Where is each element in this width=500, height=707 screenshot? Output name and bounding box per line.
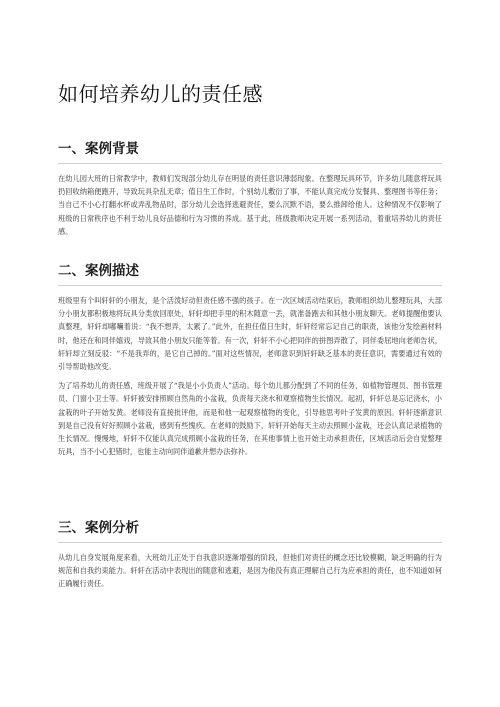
section-description (58, 259, 442, 458)
section-paragraph: 从幼儿自身发展角度来看，大班幼儿正处于自我意识逐渐增强的阶段，但他们对责任的概念还比较模糊，缺乏明确的行为规范和自我约束能力。轩轩在活动中表现出的随意和逃避，是因为他没有真正理解自己行为应承担的责任，也不知道如何正确履行责任。 (58, 553, 442, 589)
section-paragraph: 在幼儿园大班的日常教学中，教师们发现部分幼儿存在明显的责任意识薄弱现象。在整理玩具环节，许多幼儿随意将玩具扔回收纳箱便跑开，导致玩具杂乱无章；值日生工作时，个别幼儿敷衍了事，不能认真完成分发餐具、整理图书等任务；当自己不小心打翻水杯或弄乱物品时，部分幼儿会选择逃避责任，要么沉默不语，要么推卸给他人。这种情况不仅影响了班级的日常秩序也不利于幼儿良好品德和行为习惯的养成。基于此，班级教师决定开展一系列活动，着重培养幼儿的责任感。 (58, 174, 442, 236)
section-background (58, 137, 442, 238)
section-paragraph: 为了培养幼儿的责任感，班级开展了“我是小小负责人”活动。每个幼儿都分配到了不同的任务，如植物管理员、图书管理员、门窗小卫士等。轩轩被安排照顾自然角的小盆栽，负责每天浇水和观察植物生长情况。起初，轩轩总是忘记浇水，小盆栽的叶子开始发黄。老师没有直接批评他，而是和他一起观察植物的变化，引导他思考叶子发黄的原因。轩轩逐渐意识到是自己没有好好照顾小盆栽，感到有些愧疚。在老师的鼓励下，轩轩开始每天主动去照顾小盆栽，还会认真记录植物的生长情况。慢慢地，轩轩不仅能认真完成照顾小盆栽的任务，在其他事情上也开始主动承担责任，区域活动后会自觉整理玩具，当不小心犯错时，也能主动向同伴道歉并想办法弥补。 (58, 381, 442, 457)
document-title: 如何培养幼儿的责任感 (58, 82, 263, 106)
section-heading: 二、案例描述 (58, 259, 442, 286)
section-analysis (58, 516, 442, 591)
section-heading: 一、案例背景 (58, 137, 442, 164)
section-heading: 三、案例分析 (58, 516, 442, 543)
section-paragraph: 班级里有个叫轩轩的小朋友，是个活泼好动但责任感不强的孩子。在一次区域活动结束后，教师组织幼儿整理玩具，大部分小朋友都积极地将玩具分类放回原处，轩轩却把手里的积木随意一丢，就准备跑去和其他小朋友聊天。老师提醒他要认真整理，轩轩却嘟囔着说：“我不想弄，太累了。”此外，在担任值日生时，轩轩经常忘记自己的职责，该他分发绘画材料时，他还在和同伴嬉戏，导致其他小朋友只能等着。有一次，轩轩不小心把同伴的拼图弄散了，同伴委屈地向老师告状，轩轩却立刻反驳：“不是我弄的，是它自己掉的。”面对这些情况，老师意识到轩轩缺乏基本的责任意识，需要通过有效的引导帮助他改变。 (58, 296, 442, 372)
